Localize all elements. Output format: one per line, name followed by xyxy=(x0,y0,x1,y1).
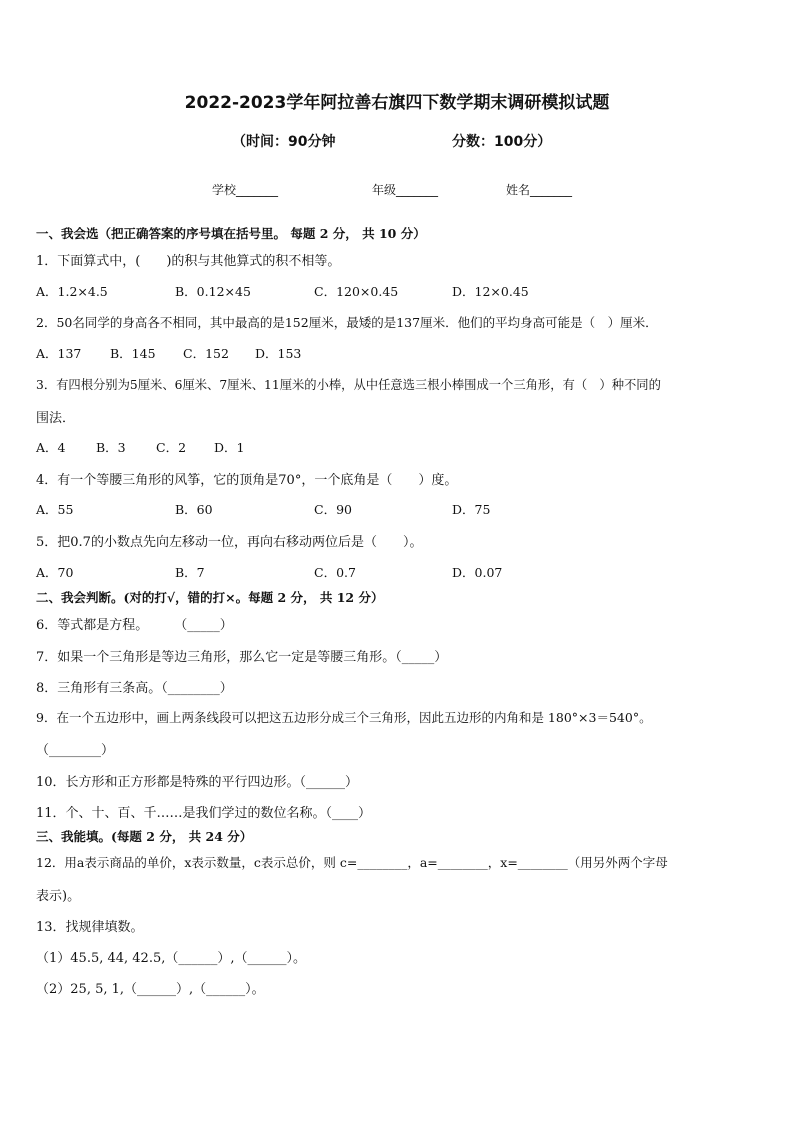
q5-option-b: B．7 xyxy=(175,565,205,580)
q5-option-d: D．0.07 xyxy=(452,565,503,580)
section-2-heading: 二、我会判断。(对的打√，错的打×。每题 2 分， 共 12 分） xyxy=(36,590,384,605)
question-13-part-1: （1）45.5, 44, 42.5,（______）,（______）。 xyxy=(36,951,306,966)
question-9-cont: （________） xyxy=(36,743,115,758)
exam-title: 2022-2023学年阿拉善右旗四下数学期末调研模拟试题 xyxy=(184,93,610,113)
q5-option-a: A．70 xyxy=(36,565,74,580)
q4-option-b: B．60 xyxy=(175,502,213,517)
question-7: 7．如果一个三角形是等边三角形，那么它一定是等腰三角形。（_____） xyxy=(36,650,448,665)
question-8: 8．三角形有三条高。（________） xyxy=(36,681,233,696)
q2-option-a: A．137 xyxy=(36,346,82,361)
question-4: 4．有一个等腰三角形的风筝，它的顶角是70°，一个底角是（ ）度。 xyxy=(36,473,458,488)
q1-option-b: B．0.12×45 xyxy=(175,284,251,299)
q1-option-c: C．120×0.45 xyxy=(314,284,399,299)
q3-option-d: D．1 xyxy=(214,440,245,455)
q2-option-b: B．145 xyxy=(110,346,156,361)
q1-option-a: A．1.2×4.5 xyxy=(36,284,108,299)
q3-option-a: A．4 xyxy=(36,440,66,455)
exam-score: 分数：100分） xyxy=(452,134,552,150)
question-12: 12．用a表示商品的单价，x表示数量，c表示总价，则 c=________，a=________，x=________（用另外两个字母 xyxy=(36,855,668,870)
question-9: 9．在一个五边形中，画上两条线段可以把这五边形分成三个三角形，因此五边形的内角和是 180°×3＝540°。 xyxy=(36,710,652,725)
q3-option-b: B．3 xyxy=(96,440,126,455)
question-11: 11．个、十、百、千……是我们学过的数位名称。（____） xyxy=(36,806,372,821)
question-10: 10．长方形和正方形都是特殊的平行四边形。（______） xyxy=(36,775,359,790)
exam-time: （时间：90分钟 xyxy=(232,134,336,150)
question-3-cont: 围法． xyxy=(36,411,76,426)
question-6: 6．等式都是方程。 （_____） xyxy=(36,618,233,633)
school-field: 学校_______ xyxy=(212,183,279,197)
question-2: 2．50名同学的身高各不相同，其中最高的是152厘米，最矮的是137厘米．他们的平均身高可能是（ ）厘米． xyxy=(36,315,658,330)
section-1-heading: 一、我会选（把正确答案的序号填在括号里。 每题 2 分， 共 10 分） xyxy=(36,226,426,241)
grade-field: 年级_______ xyxy=(372,183,439,197)
name-field: 姓名_______ xyxy=(506,183,573,197)
question-12-cont: 表示)。 xyxy=(36,889,81,904)
question-5: 5．把0.7的小数点先向左移动一位，再向右移动两位后是（ ）。 xyxy=(36,535,423,550)
q3-option-c: C．2 xyxy=(156,440,187,455)
q2-option-d: D．153 xyxy=(255,346,302,361)
question-3: 3．有四根分别为5厘米、6厘米、7厘米、11厘米的小棒，从中任意选三根小棒围成一个三角形，有（ ）种不同的 xyxy=(36,378,661,392)
q4-option-d: D．75 xyxy=(452,502,491,517)
q4-option-a: A．55 xyxy=(36,502,74,517)
section-3-heading: 三、我能填。(每题 2 分， 共 24 分） xyxy=(36,829,253,844)
question-13-part-2: （2）25, 5, 1,（______）,（______）。 xyxy=(36,982,265,997)
q5-option-c: C．0.7 xyxy=(314,565,356,580)
question-1: 1．下面算式中，( )的积与其他算式的积不相等。 xyxy=(36,254,341,269)
q2-option-c: C．152 xyxy=(183,346,229,361)
q1-option-d: D．12×0.45 xyxy=(452,284,529,299)
q4-option-c: C．90 xyxy=(314,502,352,517)
question-13: 13．找规律填数。 xyxy=(36,920,144,935)
